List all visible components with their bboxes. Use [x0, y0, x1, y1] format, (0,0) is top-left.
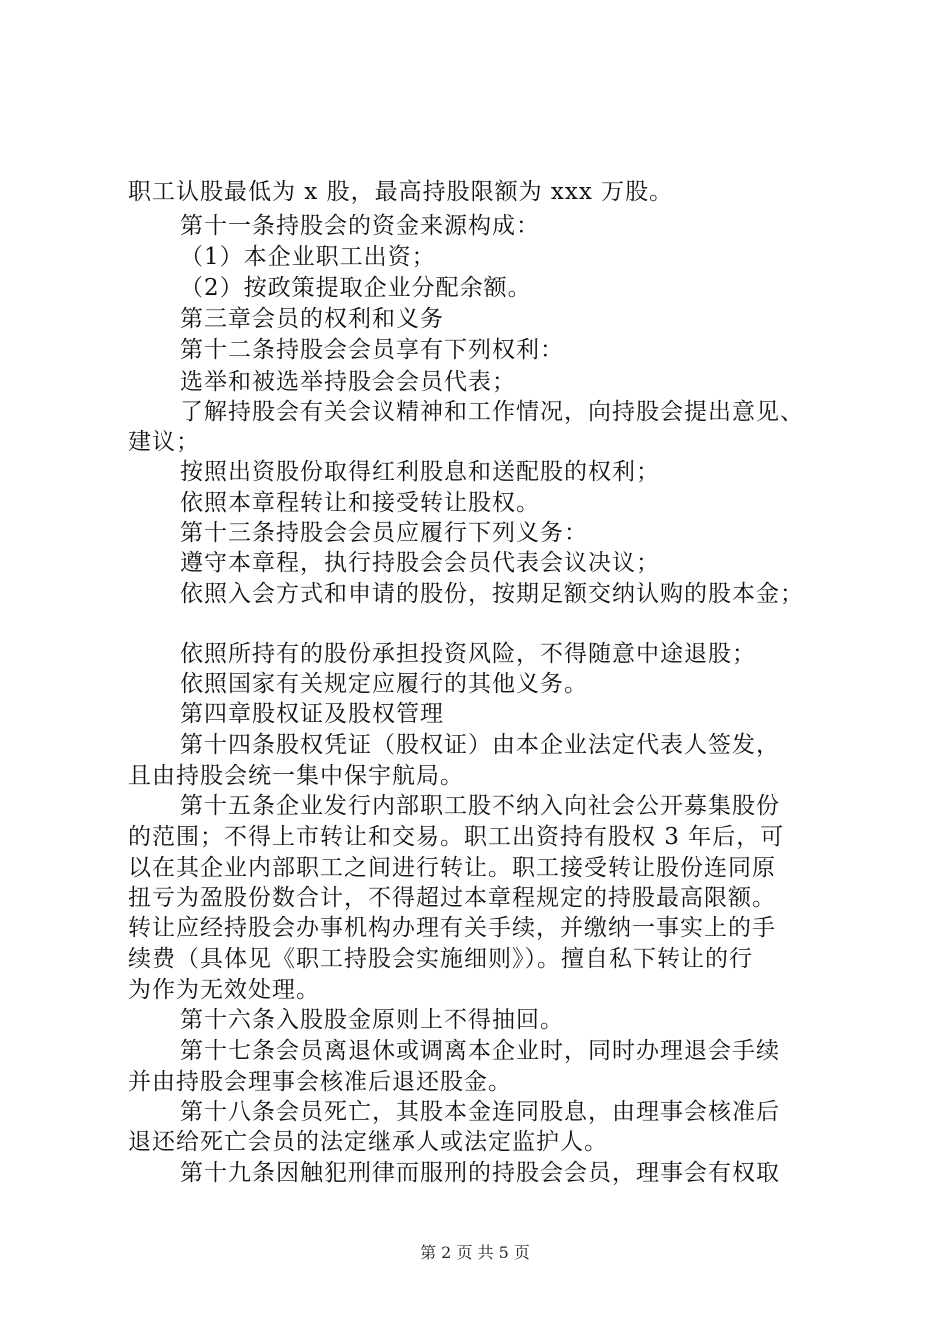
- text-line: 且由持股会统一集中保宇航局。: [128, 763, 464, 789]
- text-line: 第十七条会员离退休或调离本企业时，同时办理退会手续: [180, 1038, 780, 1064]
- text-line: 并由持股会理事会核准后退还股金。: [128, 1069, 512, 1095]
- text-line: 第十八条会员死亡，其股本金连同股息，由理事会核准后: [180, 1099, 780, 1125]
- text-line: 转让应经持股会办事机构办理有关手续，并缴纳一事实上的手: [128, 915, 776, 941]
- text-line: （2）按政策提取企业分配余额。: [180, 275, 532, 301]
- text-line: 了解持股会有关会议精神和工作情况，向持股会提出意见、: [180, 399, 804, 425]
- text-line: 以在其企业内部职工之间进行转让。职工接受转让股份连同原: [128, 855, 776, 881]
- text-line: 遵守本章程，执行持股会会员代表会议决议；: [180, 550, 660, 576]
- text-line: 依照所持有的股份承担投资风险，不得随意中途退股；: [180, 641, 756, 667]
- text-line: 依照入会方式和申请的股份，按期足额交纳认购的股本金；: [180, 581, 804, 607]
- text-line: 退还给死亡会员的法定继承人或法定监护人。: [128, 1129, 608, 1155]
- chapter-heading: 第三章会员的权利和义务: [180, 306, 444, 332]
- page-footer: 第 2 页 共 5 页: [420, 1243, 530, 1262]
- text-line: （1）本企业职工出资；: [180, 244, 436, 270]
- text-line: 依照本章程转让和接受转让股权。: [180, 490, 540, 516]
- text-line: 为作为无效处理。: [128, 977, 320, 1003]
- text-line: 第十九条因触犯刑律而服刑的持股会会员，理事会有权取: [180, 1160, 780, 1186]
- chapter-heading: 第四章股权证及股权管理: [180, 701, 444, 727]
- text-line: 的范围；不得上市转让和交易。职工出资持有股权 3 年后，可: [128, 824, 785, 850]
- text-line: 第十二条持股会会员享有下列权利：: [180, 337, 564, 363]
- text-line: 第十三条持股会会员应履行下列义务：: [180, 520, 588, 546]
- text-line: 依照国家有关规定应履行的其他义务。: [180, 671, 588, 697]
- text-line: 建议；: [128, 429, 200, 455]
- text-line: 职工认股最低为 x 股，最高持股限额为 xxx 万股。: [128, 179, 674, 205]
- text-line: 扭亏为盈股份数合计，不得超过本章程规定的持股最高限额。: [128, 885, 776, 911]
- text-line: 选举和被选举持股会会员代表；: [180, 369, 516, 395]
- text-line: 按照出资股份取得红利股息和送配股的权利；: [180, 459, 660, 485]
- text-line: 第十四条股权凭证（股权证）由本企业法定代表人签发，: [180, 732, 780, 758]
- text-line: 第十六条入股股金原则上不得抽回。: [180, 1007, 564, 1033]
- text-line: 续费（具体见《职工持股会实施细则》）。擅自私下转让的行: [128, 946, 753, 972]
- text-line: 第十五条企业发行内部职工股不纳入向社会公开募集股份: [180, 793, 780, 819]
- text-line: 第十一条持股会的资金来源构成：: [180, 213, 540, 239]
